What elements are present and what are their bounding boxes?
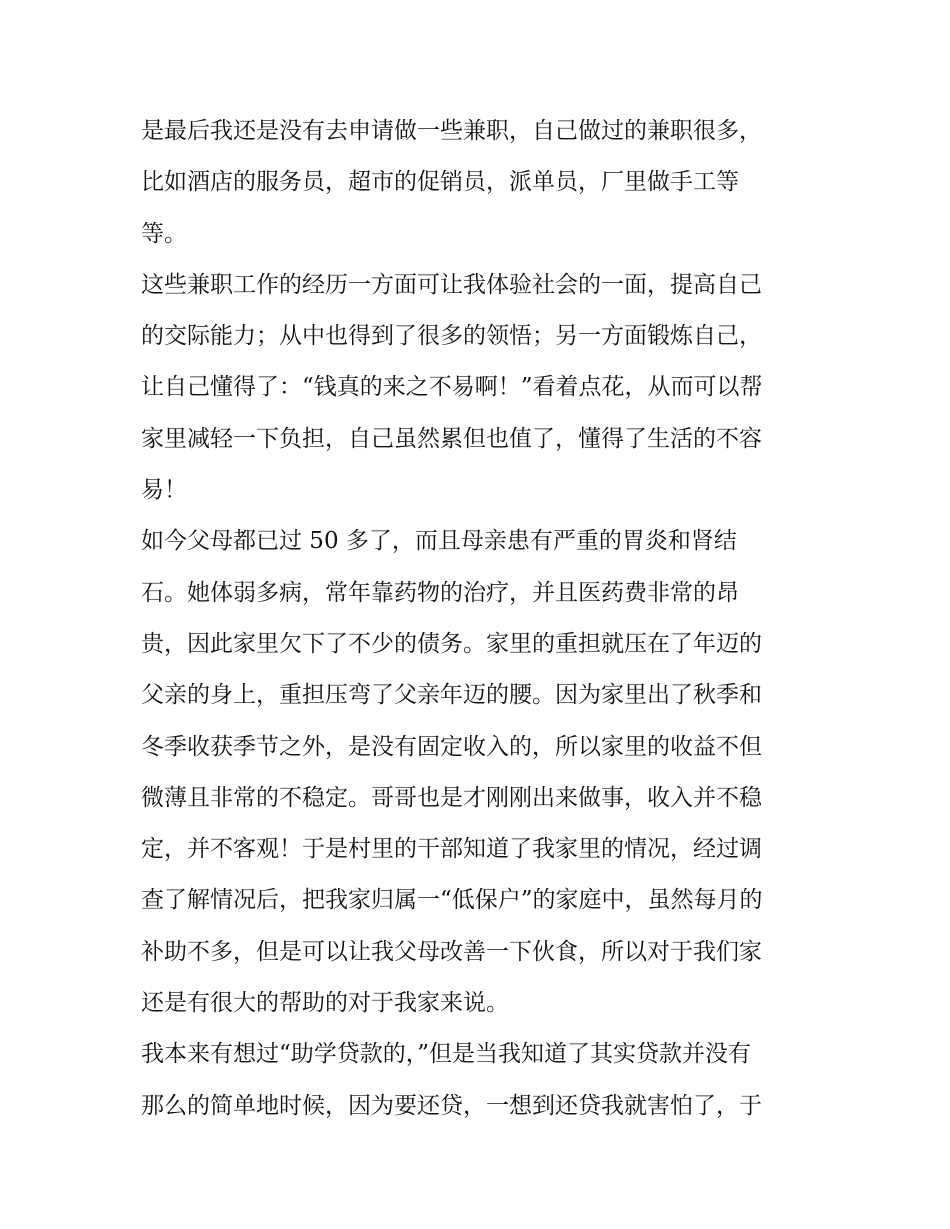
text-line: 的交际能力；从中也得到了很多的领悟；另一方面锻炼自己， [141,323,762,350]
text-line: 是最后我还是没有去申请做一些兼职，自己做过的兼职很多， [141,118,762,144]
text-line: 冬季收获季节之外，是没有固定收入的，所以家里的收益不但 [141,733,762,760]
text-line: 我本来有想过“助学贷款的，”但是当我知道了其实贷款并没有 [141,1041,752,1068]
text-line: 还是有很大的帮助的对于我家来说。 [141,990,509,1017]
text-line: 查了解情况后，把我家归属一“低保户”的家庭中，虽然每月的 [141,887,763,914]
text-line: 那么的简单地时候，因为要还贷，一想到还贷我就害怕了，于 [141,1092,762,1119]
text-line: 石。她体弱多病，常年靠药物的治疗，并且医药费非常的昂 [141,579,739,606]
body-text [141,106,813,1132]
text-line: 定，并不客观！于是村里的干部知道了我家里的情况，经过调 [141,836,762,863]
text-line: 父亲的身上，重担压弯了父亲年迈的腰。因为家里出了秋季和 [141,682,762,709]
text-line: 家里减轻一下负担，自己虽然累但也值了，懂得了生活的不容 [141,425,762,452]
text-line: 补助不多，但是可以让我父母改善一下伙食，所以对于我们家 [141,938,762,965]
text-line: 易！ [141,477,187,504]
text-line: 这些兼职工作的经历一方面可让我体验社会的一面，提高自己 [141,271,762,298]
text-line: 微薄且非常的不稳定。哥哥也是才刚刚出来做事，收入并不稳 [141,784,762,811]
text-line: 贵，因此家里欠下了不少的债务。家里的重担就压在了年迈的 [141,630,762,657]
text-line: 比如酒店的服务员，超市的促销员，派单员，厂里做手工等 [141,169,739,196]
text-line: 等。 [141,220,187,247]
text-line: 如今父母都已过 50 多了，而且母亲患有严重的胃炎和肾结 [141,528,737,555]
text-line: 让自己懂得了：“钱真的来之不易啊！”看着点花，从而可以帮 [141,374,763,401]
